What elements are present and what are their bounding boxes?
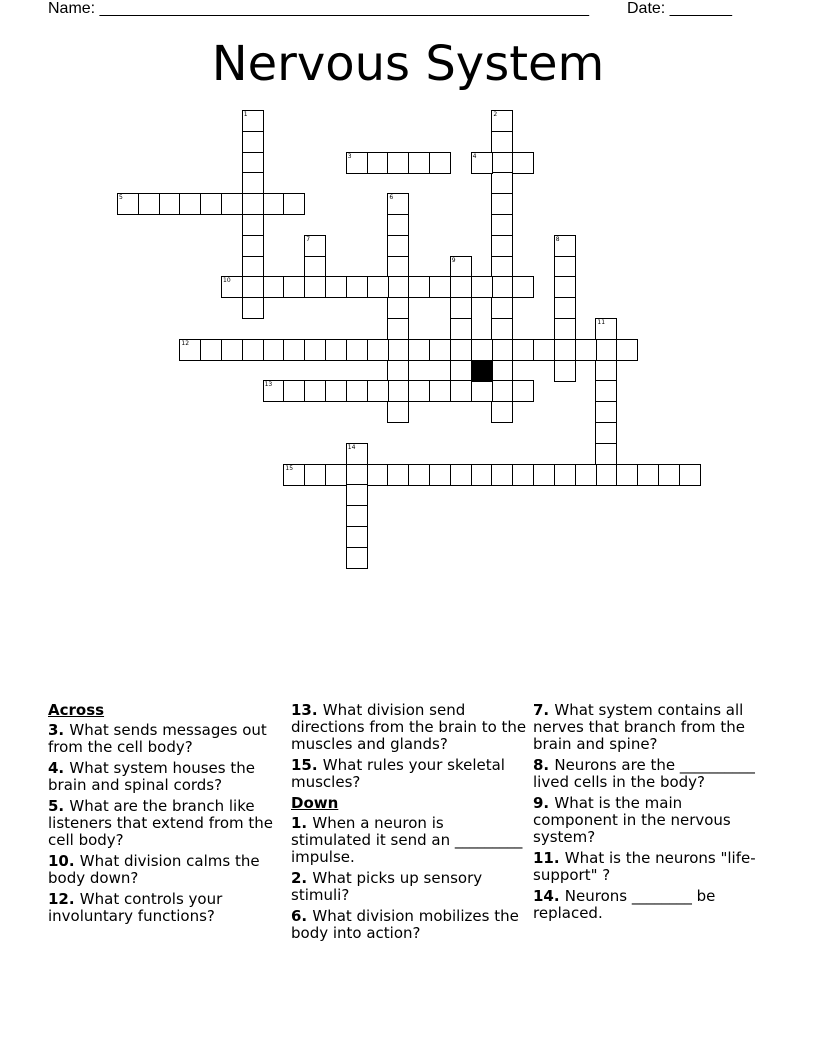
across-list-a [48,722,284,925]
grid-cell[interactable] [491,464,513,486]
grid-cell[interactable] [512,380,534,402]
grid-cell[interactable] [304,380,326,402]
grid-cell[interactable] [450,339,472,361]
clue-number: 14. [533,887,565,905]
grid-cell[interactable] [304,235,326,257]
clue-number: 5. [48,797,70,815]
grid-cell[interactable] [408,152,430,174]
grid-cell[interactable] [554,464,576,486]
clue-item [291,702,527,753]
grid-cell[interactable] [491,360,513,382]
grid-cell[interactable] [387,401,409,423]
grid-cell[interactable] [491,297,513,319]
grid-cell[interactable] [283,276,305,298]
grid-cell[interactable] [283,339,305,361]
grid-cell[interactable] [117,193,139,215]
grid-cell[interactable] [554,360,576,382]
across-heading: Across [48,701,105,719]
grid-cell[interactable] [471,152,493,174]
clue-item [291,908,527,942]
grid-cell[interactable] [221,276,243,298]
grid-cell[interactable] [554,297,576,319]
grid-cell[interactable] [346,464,368,486]
grid-cell[interactable] [595,339,617,361]
grid-cell[interactable] [595,360,617,382]
grid-cell[interactable] [491,256,513,278]
grid-cell[interactable] [595,401,617,423]
grid-cell[interactable] [491,380,513,402]
clue-text: When a neuron is stimulated it send an _________ impulse. [291,814,523,866]
grid-cell[interactable] [429,276,451,298]
grid-cell[interactable] [263,276,285,298]
grid-cell[interactable] [471,380,493,402]
clue-text: What system contains all nerves that branch from the brain and spine? [533,701,746,753]
page-title: Nervous System [211,36,605,92]
grid-cell[interactable] [616,464,638,486]
grid-cell[interactable] [387,152,409,174]
clue-item [533,702,769,753]
grid-cell[interactable] [325,276,347,298]
clue-text: What division mobilizes the body into action? [291,907,519,942]
grid-cell[interactable] [408,339,430,361]
grid-cell[interactable] [221,193,243,215]
grid-cell[interactable] [221,339,243,361]
clue-item [291,757,527,791]
grid-cell[interactable] [387,193,409,215]
grid-cell[interactable] [346,152,368,174]
grid-cell[interactable] [387,360,409,382]
grid-cell[interactable] [325,339,347,361]
grid-cell[interactable] [367,380,389,402]
grid-cell[interactable] [200,193,222,215]
grid-cell[interactable] [346,276,368,298]
grid-cell[interactable] [304,464,326,486]
grid-cell[interactable] [533,339,555,361]
grid-cell[interactable] [263,380,285,402]
grid-cell[interactable] [554,318,576,340]
grid-cell[interactable] [595,422,617,444]
clue-number: 5 [119,194,123,202]
clue-number: 9 [451,256,456,264]
grid-cell[interactable] [242,172,264,194]
grid-cell[interactable] [450,380,472,402]
clue-text: What sends messages out from the cell body? [48,721,267,756]
grid-cell[interactable] [429,152,451,174]
grid-cell[interactable] [159,193,181,215]
grid-cell[interactable] [179,193,201,215]
grid-cell[interactable] [491,401,513,423]
grid-cell[interactable] [263,193,285,215]
grid-cell[interactable] [304,256,326,278]
grid-cell[interactable] [679,464,701,486]
grid-cell[interactable] [346,505,368,527]
clue-column-1 [48,702,284,929]
clue-item [291,815,527,866]
clue-column-3 [533,702,769,926]
clue-number: 13 [264,381,273,389]
grid-cell[interactable] [263,339,285,361]
grid-cell[interactable] [283,193,305,215]
clue-item [48,760,284,794]
grid-cell[interactable] [595,318,617,340]
grid-cell[interactable] [491,110,513,132]
clue-column-2 [291,702,527,946]
grid-cell[interactable] [512,339,534,361]
grid-cell[interactable] [283,464,305,486]
date-label: Date: [627,0,666,17]
grid-cell[interactable] [346,339,368,361]
clue-text: What is the neurons "life-support" ? [533,849,756,884]
clue-number: 1. [291,814,313,832]
grid-cell[interactable] [533,464,555,486]
clue-number: 15 [285,464,294,472]
grid-cell[interactable] [512,464,534,486]
clue-text: What controls your involuntary functions? [48,890,223,925]
clue-item [291,870,527,904]
blocked-cell [471,360,493,382]
clue-number: 7 [306,235,311,243]
grid-cell[interactable] [554,235,576,257]
clue-number: 15. [291,756,323,774]
grid-cell[interactable] [491,318,513,340]
grid-cell[interactable] [491,131,513,153]
grid-cell[interactable] [304,276,326,298]
clue-text: What system houses the brain and spinal cords? [48,759,255,794]
down-heading: Down [291,794,339,812]
grid-cell[interactable] [242,214,264,236]
grid-cell[interactable] [429,339,451,361]
clue-text: What rules your skeletal muscles? [291,756,505,791]
clue-text: Neurons ________ be replaced. [533,887,716,922]
grid-cell[interactable] [387,464,409,486]
clue-number: 4 [472,152,477,160]
clue-text: What is the main component in the nervous system? [533,794,731,846]
clue-number: 6 [389,194,394,202]
date-blank[interactable]: _______ [669,0,732,17]
grid-cell[interactable] [387,339,409,361]
name-label: Name: [48,0,96,17]
grid-cell[interactable] [200,339,222,361]
clue-item [48,891,284,925]
clue-text: What division calms the body down? [48,852,260,887]
clue-number: 14 [347,443,356,451]
grid-cell[interactable] [554,276,576,298]
grid-cell[interactable] [595,443,617,465]
grid-cell[interactable] [554,339,576,361]
clue-number: 9. [533,794,555,812]
clue-text: What picks up sensory stimuli? [291,869,483,904]
grid-cell[interactable] [491,235,513,257]
name-blank[interactable]: _______________________________________________________ [99,0,589,17]
grid-cell[interactable] [450,256,472,278]
clue-number: 2. [291,869,313,887]
grid-cell[interactable] [387,214,409,236]
grid-cell[interactable] [138,193,160,215]
clue-number: 10 [223,277,231,285]
down-list-a [291,815,527,942]
grid-cell[interactable] [450,464,472,486]
grid-cell[interactable] [408,276,430,298]
grid-cell[interactable] [491,193,513,215]
clue-number: 1 [243,111,248,118]
grid-cell[interactable] [450,276,472,298]
clue-number: 2 [493,111,498,118]
clue-number: 7. [533,701,555,719]
grid-cell[interactable] [491,152,513,174]
clue-number: 8 [555,235,560,243]
grid-cell[interactable] [325,380,347,402]
clue-number: 6. [291,907,313,925]
grid-cell[interactable] [450,360,472,382]
grid-cell[interactable] [387,318,409,340]
grid-cell[interactable] [346,380,368,402]
grid-cell[interactable] [637,464,659,486]
clue-number: 4. [48,759,70,777]
grid-cell[interactable] [595,380,617,402]
grid-cell[interactable] [325,464,347,486]
grid-cell[interactable] [367,339,389,361]
clue-number: 8. [533,756,555,774]
grid-cell[interactable] [471,339,493,361]
grid-cell[interactable] [242,152,264,174]
grid-cell[interactable] [512,276,534,298]
grid-cell[interactable] [346,526,368,548]
clue-number: 3 [347,152,352,160]
grid-cell[interactable] [242,235,264,257]
grid-cell[interactable] [575,464,597,486]
grid-cell[interactable] [429,464,451,486]
clue-number: 10. [48,852,80,870]
grid-cell[interactable] [387,235,409,257]
grid-cell[interactable] [575,339,597,361]
grid-cell[interactable] [387,256,409,278]
grid-cell[interactable] [367,152,389,174]
grid-cell[interactable] [242,276,264,298]
grid-cell[interactable] [512,152,534,174]
clue-item [48,853,284,887]
grid-cell[interactable] [408,380,430,402]
clue-number: 3. [48,721,70,739]
grid-cell[interactable] [346,484,368,506]
clue-text: Neurons are the __________ lived cells in the body? [533,756,755,791]
clue-item [48,722,284,756]
clue-number: 12. [48,890,80,908]
grid-cell[interactable] [554,256,576,278]
grid-cell[interactable] [471,276,493,298]
grid-cell[interactable] [179,339,201,361]
grid-cell[interactable] [387,276,409,298]
clue-item [48,798,284,849]
clue-item [533,888,769,922]
clue-text: What division send directions from the brain to the muscles and glands? [291,701,527,753]
grid-cell[interactable] [242,339,264,361]
grid-cell[interactable] [387,380,409,402]
grid-cell[interactable] [491,214,513,236]
grid-cell[interactable] [408,464,430,486]
grid-cell[interactable] [471,464,493,486]
grid-cell[interactable] [242,297,264,319]
grid-cell[interactable] [304,339,326,361]
grid-cell[interactable] [491,276,513,298]
grid-cell[interactable] [346,547,368,569]
grid-cell[interactable] [616,339,638,361]
down-list-b [533,702,769,922]
grid-cell[interactable] [242,131,264,153]
clue-item [533,850,769,884]
grid-cell[interactable] [595,464,617,486]
clue-number: 13. [291,701,323,719]
clue-number: 12 [181,339,190,347]
grid-cell[interactable] [242,256,264,278]
grid-cell[interactable] [367,464,389,486]
grid-cell[interactable] [283,380,305,402]
grid-cell[interactable] [450,318,472,340]
grid-cell[interactable] [491,172,513,194]
grid-cell[interactable] [242,193,264,215]
clue-number: 11 [597,319,606,326]
grid-cell[interactable] [367,276,389,298]
clue-item [533,757,769,791]
clue-item [533,795,769,846]
across-list-b [291,702,527,791]
grid-cell[interactable] [429,380,451,402]
grid-cell[interactable] [346,443,368,465]
grid-cell[interactable] [387,297,409,319]
grid-cell[interactable] [491,339,513,361]
clue-text: What are the branch like listeners that extend from the cell body? [48,797,274,849]
grid-cell[interactable] [658,464,680,486]
clue-number: 11. [533,849,565,867]
grid-cell[interactable] [242,110,264,132]
grid-cell[interactable] [450,297,472,319]
